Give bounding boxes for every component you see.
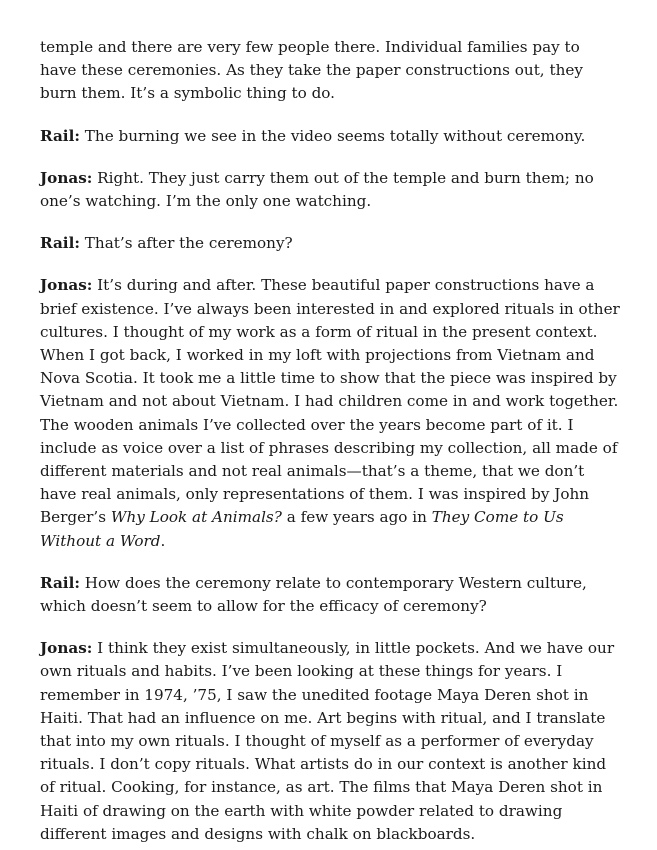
book-title-they-come-to-us: They Come to Us Without a Word xyxy=(40,508,564,550)
paragraph-rail-question-1 xyxy=(40,125,620,148)
paragraph-jonas-answer-1 xyxy=(40,167,620,213)
speaker-label-jonas: Jonas: xyxy=(40,276,93,295)
paragraph-text: That’s after the ceremony? xyxy=(79,234,293,253)
speaker-label-jonas: Jonas: xyxy=(40,168,93,187)
paragraph-jonas-answer-2 xyxy=(40,274,620,552)
paragraph-text: The burning we see in the video seems totally without ceremony. xyxy=(79,126,586,145)
interview-page xyxy=(40,36,620,846)
book-title-why-look-at-animals: Why Look at Animals? xyxy=(110,508,282,527)
speaker-label-rail: Rail: xyxy=(40,126,80,145)
paragraph-intro-continuation xyxy=(40,36,620,106)
paragraph-text: How does the ceremony relate to contemporary Western culture, which doesn’t seem to allow for the efficacy of ceremony? xyxy=(40,573,587,616)
paragraph-rail-question-2 xyxy=(40,232,620,255)
speaker-label-jonas: Jonas: xyxy=(40,639,93,658)
paragraph-text: . xyxy=(160,531,166,550)
speaker-label-rail: Rail: xyxy=(40,234,80,253)
paragraph-jonas-answer-3 xyxy=(40,637,620,846)
speaker-label-rail: Rail: xyxy=(40,573,80,592)
paragraph-text: temple and there are very few people there. Individual families pay to have these ceremonies. As they take the paper constructions out, they burn them. It’s a symbolic thing to do. xyxy=(40,38,583,103)
paragraph-rail-question-3 xyxy=(40,572,620,618)
paragraph-text: It’s during and after. These beautiful paper constructions have a brief existence. I’ve always been interested in and explored rituals in other cultures. I thought of my work as a form of ritual in the present context. When I got back, I worked in my loft with projections from Vietnam and Nova Scotia. It took me a little time to show that the piece was inspired by Vietnam and not about Vietnam. I had children come in and work together. The wooden animals I’ve collected over the years become part of it. I include as voice over a list of phrases describing my collection, all made of different materials and not real animals—that’s a theme, that we don’t have real animals, only representations of them. I was inspired by John Berger’s xyxy=(40,276,620,527)
paragraph-text: Right. They just carry them out of the temple and burn them; no one’s watching. I’m the only one watching. xyxy=(40,168,594,211)
paragraph-text: a few years ago in xyxy=(281,508,432,527)
paragraph-text: I think they exist simultaneously, in little pockets. And we have our own rituals and habits. I’ve been looking at these things for years. I remember in 1974, ’75, I saw the unedited footage Maya Deren shot in Haiti. That had an influence on me. Art begins with ritual, and I translate that into my own rituals. I thought of myself as a performer of everyday rituals. I don’t copy rituals. What artists do in our context is another kind of ritual. Cooking, for instance, as art. The films that Maya Deren shot in Haiti of drawing on the earth with white powder related to drawing different images and designs with chalk on blackboards. xyxy=(40,639,615,843)
